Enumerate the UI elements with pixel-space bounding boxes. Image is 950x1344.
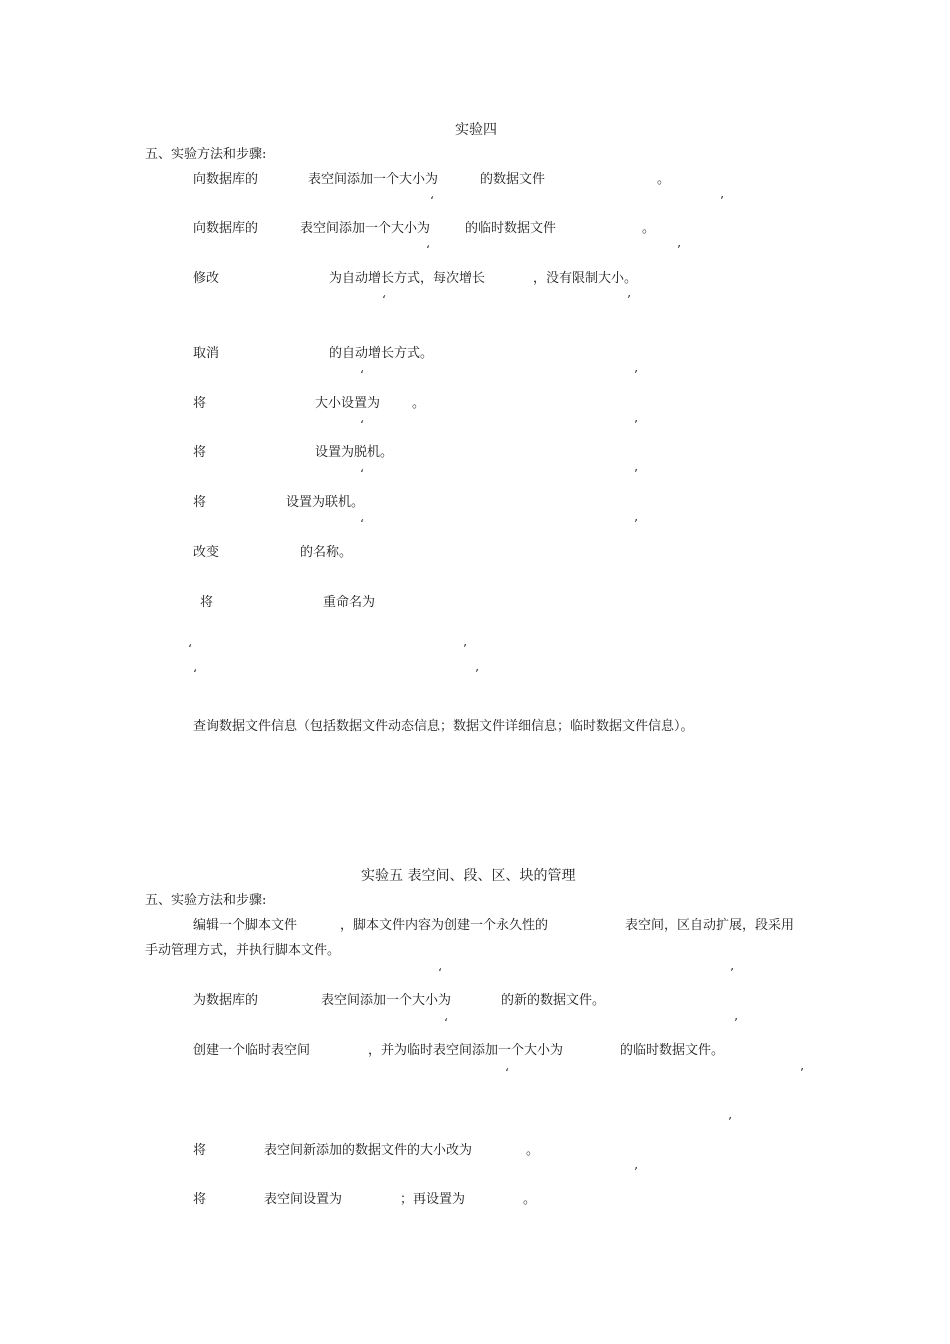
- exp5-step1-a: 编辑一个脚本文件: [193, 918, 298, 933]
- exp4-step6-a: 将: [193, 445, 207, 460]
- quote-close-mark: ’: [800, 1066, 804, 1080]
- quote-open-mark: ‘: [193, 667, 197, 681]
- quote-open-mark: ‘: [188, 642, 192, 656]
- quote-close-mark: ’: [634, 517, 638, 531]
- exp4-step3-a: 修改: [193, 271, 220, 286]
- exp4-step9-a: 将: [200, 595, 214, 610]
- quote-open-mark: ‘: [382, 293, 386, 307]
- exp4-step4-b: 的自动增长方式。: [329, 346, 434, 361]
- exp5-step5-a: 将: [193, 1192, 207, 1207]
- exp4-step1-a: 向数据库的: [193, 172, 259, 187]
- quote-close-mark: ’: [475, 667, 479, 681]
- quote-close-mark: ’: [634, 368, 638, 382]
- quote-open-mark: ‘: [360, 467, 364, 481]
- exp4-step8-a: 改变: [193, 545, 220, 560]
- exp4-step7-a: 将: [193, 495, 207, 510]
- quote-close-mark: ’: [720, 194, 724, 208]
- exp5-step5-d: 。: [523, 1192, 537, 1207]
- exp4-step3-b: 为自动增长方式，每次增长: [329, 271, 486, 286]
- exp4-step2-b: 表空间添加一个大小为: [300, 221, 431, 236]
- exp4-step5-b: 大小设置为: [315, 396, 381, 411]
- quote-open-mark: ‘: [430, 194, 434, 208]
- exp5-step5-c: ；再设置为: [400, 1192, 466, 1207]
- exp4-step8-b: 的名称。: [300, 545, 353, 560]
- quote-close-mark: ’: [734, 1016, 738, 1030]
- quote-open-mark: ‘: [360, 368, 364, 382]
- exp4-step1-b: 表空间添加一个大小为: [308, 172, 439, 187]
- quote-close-mark: ’: [634, 467, 638, 481]
- exp4-step2-d: 。: [642, 221, 656, 236]
- exp4-step3-c: ，没有限制大小。: [533, 271, 638, 286]
- exp5-step2-a: 为数据库的: [193, 993, 259, 1008]
- exp5-step4-b: 表空间新添加的数据文件的大小改为: [264, 1143, 473, 1158]
- quote-close-mark: ’: [463, 642, 467, 656]
- exp5-title: 实验五 表空间、段、区、块的管理: [361, 868, 576, 884]
- exp4-step1-d: 。: [657, 172, 671, 187]
- quote-open-mark: ‘: [438, 966, 442, 980]
- exp4-step1-c: 的数据文件: [480, 172, 546, 187]
- exp5-step2-b: 表空间添加一个大小为: [321, 993, 452, 1008]
- quote-close-mark: ’: [634, 1165, 638, 1179]
- exp4-step2-c: 的临时数据文件: [465, 221, 557, 236]
- exp4-step2-a: 向数据库的: [193, 221, 259, 236]
- exp4-step4-a: 取消: [193, 346, 220, 361]
- exp4-step7-b: 设置为联机。: [286, 495, 365, 510]
- exp5-step1-cont: 手动管理方式，并执行脚本文件。: [145, 943, 341, 958]
- exp5-step1-c: 表空间，区自动扩展，段采用: [625, 918, 795, 933]
- quote-open-mark: ‘: [505, 1066, 509, 1080]
- exp5-step4-c: 。: [526, 1143, 540, 1158]
- quote-open-mark: ‘: [444, 1016, 448, 1030]
- exp4-step5-c: 。: [412, 396, 426, 411]
- exp5-step4-a: 将: [193, 1143, 207, 1158]
- exp4-step5-a: 将: [193, 396, 207, 411]
- exp5-step3-c: 的临时数据文件。: [620, 1043, 725, 1058]
- quote-close-mark: ’: [730, 966, 734, 980]
- exp4-step6-b: 设置为脱机。: [315, 445, 394, 460]
- quote-close-mark: ’: [627, 293, 631, 307]
- quote-close-mark: ’: [728, 1115, 732, 1129]
- exp5-step3-b: ，并为临时表空间添加一个大小为: [368, 1043, 564, 1058]
- exp5-step2-c: 的新的数据文件。: [501, 993, 606, 1008]
- exp4-section-heading: 五、实验方法和步骤:: [145, 147, 267, 162]
- exp4-title: 实验四: [455, 122, 497, 138]
- exp5-step5-b: 表空间设置为: [264, 1192, 343, 1207]
- exp4-step10: 查询数据文件信息（包括数据文件动态信息；数据文件详细信息；临时数据文件信息）。: [193, 719, 694, 734]
- quote-open-mark: ‘: [360, 517, 364, 531]
- exp4-step9-b: 重命名为: [323, 595, 376, 610]
- exp5-step1-b: ，脚本文件内容为创建一个永久性的: [340, 918, 549, 933]
- exp5-section-heading: 五、实验方法和步骤:: [145, 893, 267, 908]
- quote-open-mark: ‘: [426, 243, 430, 257]
- exp5-step3-a: 创建一个临时表空间: [193, 1043, 311, 1058]
- quote-open-mark: ‘: [360, 418, 364, 432]
- quote-close-mark: ’: [677, 243, 681, 257]
- quote-close-mark: ’: [634, 418, 638, 432]
